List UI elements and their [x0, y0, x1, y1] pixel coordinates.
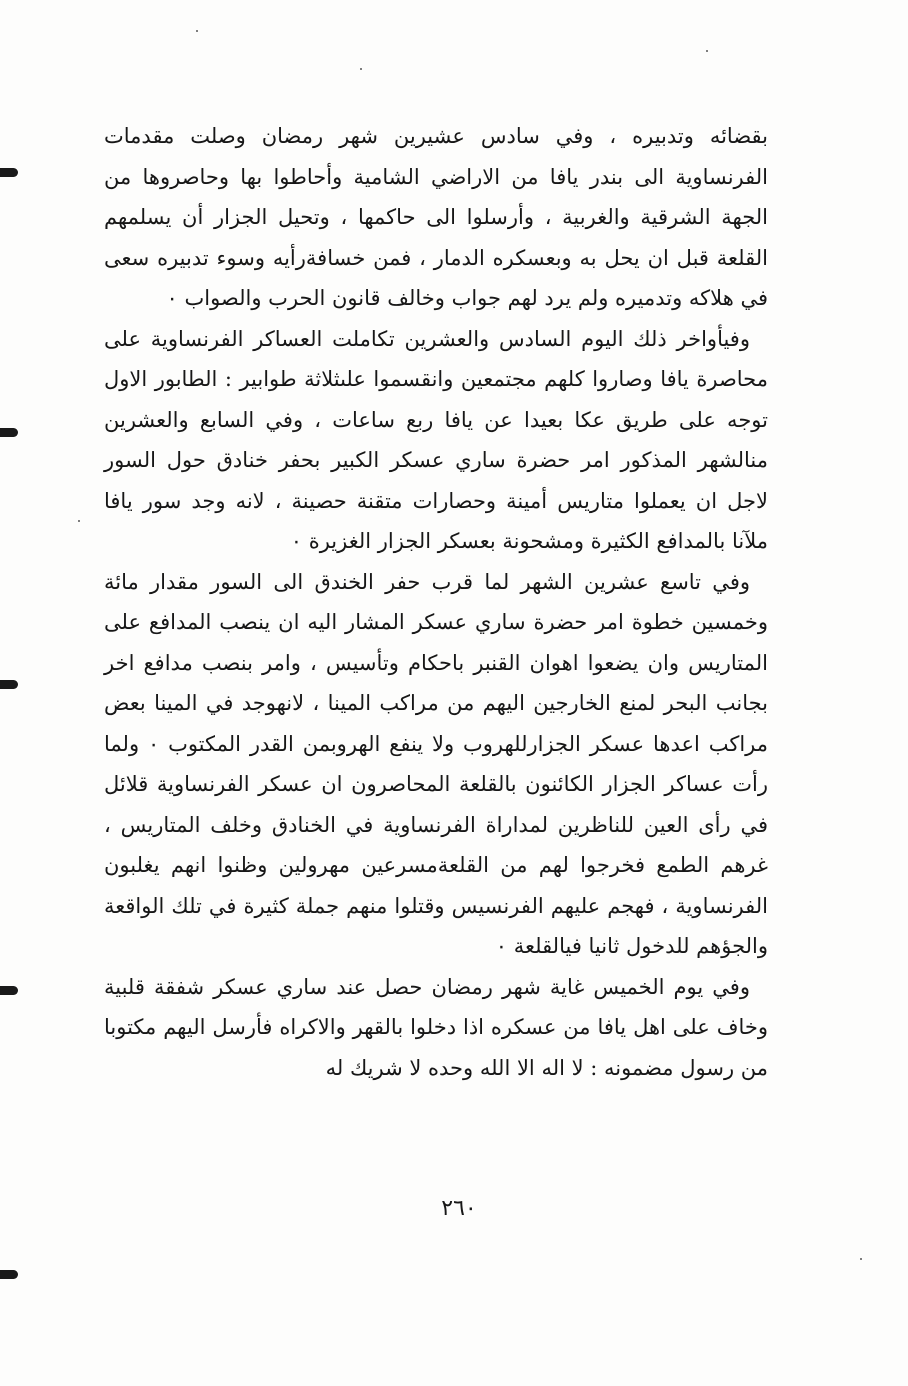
paper-speck — [78, 520, 80, 522]
binding-mark — [0, 168, 18, 177]
paper-speck — [860, 1258, 862, 1260]
paragraph-1: بقضائه وتدبيره ، وفي سادس عشيرين شهر رمضان وصلت مقدمات الفرنساوية الى بندر يافا من الاراضي الشامية وأحاطوا بها وحاصروها من الجهة الشرقية والغربية ، وأرسلوا الى حاكمها ، وتحيل الجزار أن يسلمهم القلعة قبل ان يحل به وبعسكره الدمار ، فمن خسافةرأيه وسوء تدبيره سعى في هلاكه وتدميره ولم يرد لهم جواب وخالف قانون الحرب والصواب ٠ — [104, 124, 768, 310]
paper-speck — [196, 30, 198, 32]
binding-mark — [0, 1270, 18, 1279]
paragraph-4: وفي يوم الخميس غاية شهر رمضان حصل عند ساري عسكر شفقة قلبية وخاف على اهل يافا من عسكره اذا دخلوا بالقهر والاكراه فأرسل اليهم مكتوبا من رسول مضمونه : لا اله الا الله وحده لا شريك له — [104, 974, 768, 1080]
paragraph-2: وفيأواخر ذلك اليوم السادس والعشرين تكاملت العساكر الفرنساوية على محاصرة يافا وصاروا كلهم مجتمعين وانقسموا علىثلاثة طوابير : الطابور الاول توجه على طريق عكا بعيدا عن يافا ربع ساعات ، وفي السابع والعشرين منالشهر المذكور امر حضرة ساري عسكر الكبير بحفر خنادق حول السور لاجل ان يعملوا متاريس أمينة وحصارات متقنة حصينة ، لانه وجد سور يافا ملآنا بالمدافع الكثيرة ومشحونة بعسكر الجزار الغزيرة ٠ — [104, 326, 768, 553]
page-number: ٢٦٠ — [441, 1196, 477, 1221]
binding-mark — [0, 986, 18, 995]
binding-mark — [0, 680, 18, 689]
paper-speck — [360, 68, 362, 70]
binding-mark — [0, 428, 18, 437]
paper-speck — [706, 50, 708, 52]
body-text — [104, 116, 768, 1088]
paragraph-3: وفي تاسع عشرين الشهر لما قرب حفر الخندق الى السور مقدار مائة وخمسين خطوة امر حضرة ساري عسكر المشار اليه ان ينصب المدافع على المتاريس وان يضعوا اهوان القنبر باحكام وتأسيس ، وامر بنصب مدافع اخر بجانب البحر لمنع الخارجين اليهم من مراكب المينا ، لانهوجد في المينا بعض مراكب اعدها عسكر الجزارللهروب ولا ينفع الهروبمن القدر المكتوب ٠ ولما رأت عساكر الجزار الكائنون بالقلعة المحاصرون ان عسكر الفرنساوية قلائل في رأى العين للناظرين لمداراة الفرنساوية في الخنادق وخلف المتاريس ، غرهم الطمع فخرجوا لهم من القلعةمسرعين مهرولين وظنوا انهم يغلبون الفرنساوية ، فهجم عليهم الفرنسيس وقتلوا منهم جملة كثيرة في تلك الواقعة والجؤهم للدخول ثانيا فيالقلعة ٠ — [104, 569, 768, 958]
